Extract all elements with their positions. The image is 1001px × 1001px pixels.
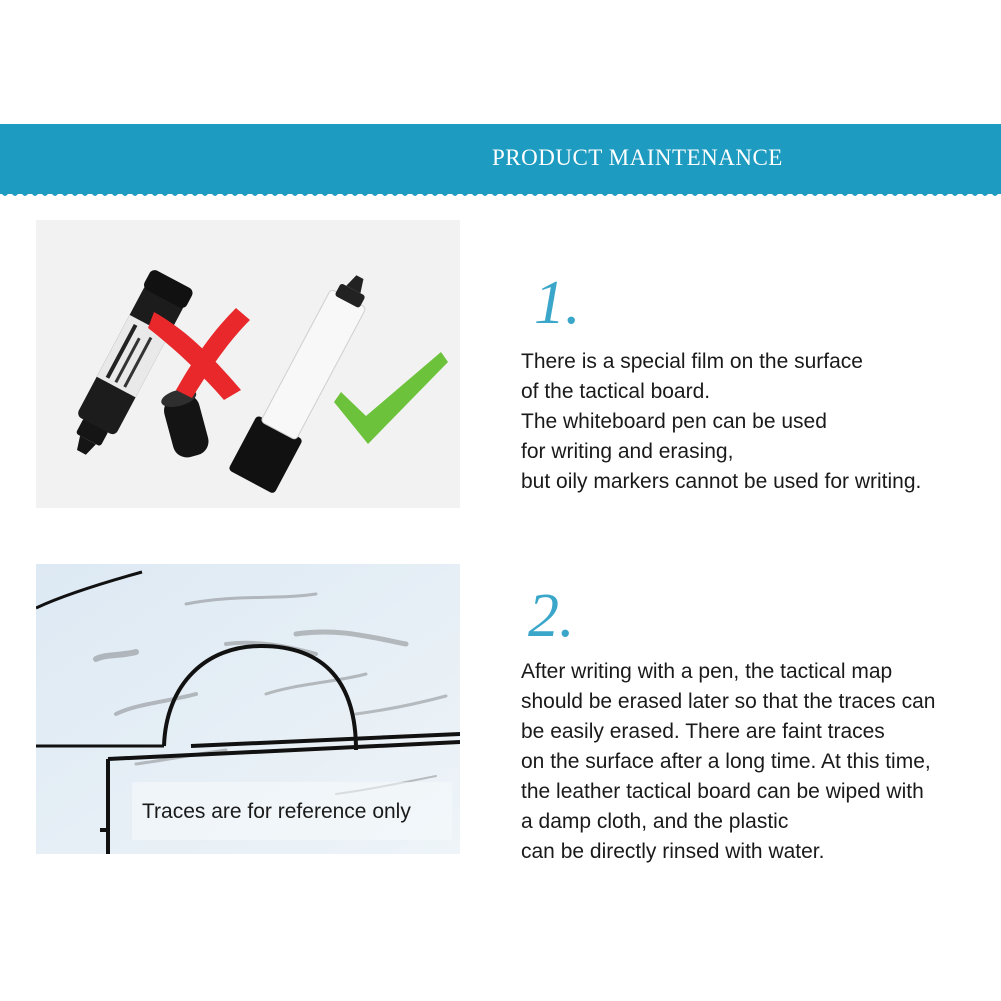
oily-marker-icon bbox=[60, 268, 211, 464]
step-2-line: on the surface after a long time. At this time, bbox=[521, 750, 931, 773]
markers-photo bbox=[36, 220, 460, 508]
step-2-line: the leather tactical board can be wiped with bbox=[521, 780, 924, 803]
wrong-x-icon bbox=[148, 308, 250, 400]
step-1-line: The whiteboard pen can be used bbox=[521, 410, 827, 433]
step-2-line: be easily erased. There are faint traces bbox=[521, 720, 885, 743]
whiteboard-pen-icon bbox=[228, 265, 383, 494]
step-1-number: 1. bbox=[534, 269, 581, 337]
step-2-line: After writing with a pen, the tactical map bbox=[521, 660, 893, 683]
step-1-line: for writing and erasing, bbox=[521, 440, 734, 463]
step-2-number: 2. bbox=[528, 582, 575, 650]
traces-caption: Traces are for reference only bbox=[142, 800, 411, 823]
step-1-line: but oily markers cannot be used for writing. bbox=[521, 470, 922, 493]
step-2-description bbox=[521, 657, 935, 867]
correct-check-icon bbox=[334, 352, 448, 444]
step-1-line: of the tactical board. bbox=[521, 380, 711, 403]
step-2-line: a damp cloth, and the plastic bbox=[521, 810, 789, 833]
banner-scalloped-edge bbox=[0, 190, 1001, 202]
step-2-line: can be directly rinsed with water. bbox=[521, 840, 825, 863]
step-1-line: There is a special film on the surface bbox=[521, 350, 863, 373]
step-1-description bbox=[521, 347, 921, 497]
banner-title: PRODUCT MAINTENANCE bbox=[492, 145, 783, 170]
step-2-line: should be erased later so that the traces can bbox=[521, 690, 936, 713]
